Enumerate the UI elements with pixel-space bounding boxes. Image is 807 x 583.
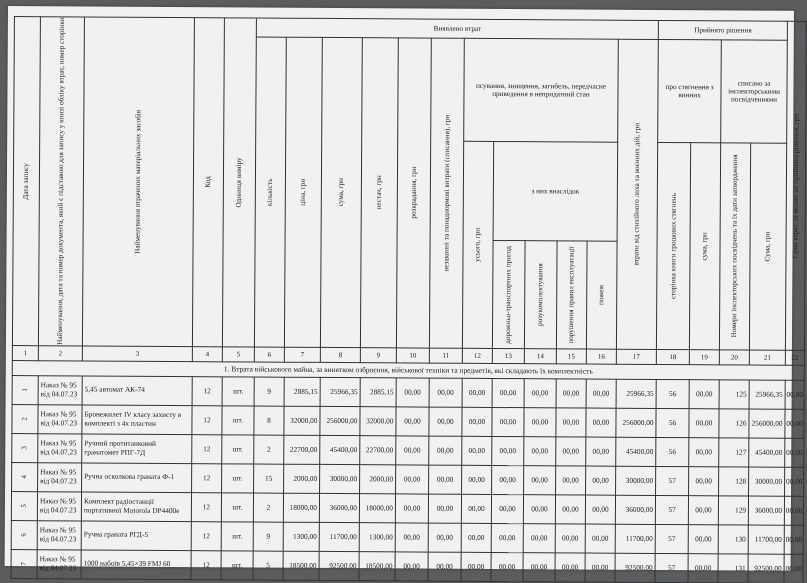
rule-violation-cell: 00,00 xyxy=(556,465,586,494)
column-number: 7 xyxy=(284,347,320,362)
header-damage-total: усього, грн xyxy=(462,142,493,348)
document-cell: Наказ № 95 від 04.07.23 xyxy=(38,462,82,491)
cert-number-cell: 128 xyxy=(719,466,749,495)
document-cell: Наказ № 95 від 04.07.23 xyxy=(37,520,81,549)
header-code: Код xyxy=(192,18,224,347)
illegal-cell: 00,00 xyxy=(429,407,462,436)
recovery-sum-cell: 00,00 xyxy=(689,466,719,495)
column-number: 12 xyxy=(462,348,492,363)
traffic-accident-cell: 00,00 xyxy=(491,523,523,552)
decomplectation-cell: 00,00 xyxy=(523,523,555,552)
rule-violation-cell: 00,00 xyxy=(555,552,585,581)
war-loss-cell: 45400,00 xyxy=(616,437,656,466)
header-quantity: кількість xyxy=(254,37,286,347)
price-cell: 1300,00 xyxy=(283,522,319,551)
price-cell: 18000,00 xyxy=(283,493,319,522)
damage-total-cell: 00,00 xyxy=(461,494,491,523)
document-cell: Наказ № 95 від 04.07.23 xyxy=(38,433,82,462)
decomplectation-cell: 00,00 xyxy=(524,465,556,494)
price-cell: 22700,00 xyxy=(284,435,320,464)
seq-cell: 1 xyxy=(12,375,38,404)
item-name-cell: Бронежилет IV класу захисту в комплекті з 4х пластин xyxy=(82,404,192,434)
theft-cell: 00,00 xyxy=(395,493,428,522)
sum-cell: 25966,35 xyxy=(320,377,360,406)
damage-total-cell: 00,00 xyxy=(462,436,492,465)
sum-cell: 256000,00 xyxy=(320,406,360,435)
theft-cell: 00,00 xyxy=(395,522,428,551)
decomplectation-cell: 00,00 xyxy=(524,378,556,407)
damage-total-cell: 00,00 xyxy=(462,465,492,494)
column-number: 14 xyxy=(524,348,556,363)
item-name-cell: 5,45 автомат АК-74 xyxy=(82,375,192,405)
header-undecided-sum: Сума втрат, за якими не прийнято рішення, грн xyxy=(786,21,807,350)
header-row-1 xyxy=(14,17,806,41)
column-number: 11 xyxy=(429,348,462,363)
sum-cell: 30000,00 xyxy=(320,464,360,493)
header-recovery-group: про стягнення з винних xyxy=(658,39,722,143)
undecided-cell: 00,00 xyxy=(784,496,803,525)
recovery-sum-cell: 00,00 xyxy=(689,408,719,437)
item-name-cell: Ручна осколкова граната Ф-1 xyxy=(82,462,192,492)
sum-cell: 45400,00 xyxy=(320,435,360,464)
document-sheet xyxy=(5,6,803,573)
header-theft: розкрадання, грн xyxy=(396,38,431,348)
seq-cell: 5 xyxy=(11,491,37,520)
rule-violation-cell: 00,00 xyxy=(556,407,586,436)
rule-violation-cell: 00,00 xyxy=(556,378,586,407)
header-consequence-group: з них внаслідок xyxy=(493,142,618,242)
war-loss-cell: 11700,00 xyxy=(615,524,655,553)
column-number: 10 xyxy=(396,347,429,362)
fire-cell: 00,00 xyxy=(586,379,616,408)
header-writeoff-group: списано за інспекторськими посвідченнями xyxy=(721,40,788,144)
column-number: 13 xyxy=(492,348,524,363)
shortage-cell: 18000,00 xyxy=(359,493,395,522)
code-cell: 12 xyxy=(192,463,222,492)
column-number: 17 xyxy=(616,349,656,364)
damage-total-cell: 00,00 xyxy=(461,552,491,581)
column-number: 22 xyxy=(785,350,804,365)
recovery-page-cell: 56 xyxy=(656,379,689,408)
illegal-cell: 00,00 xyxy=(429,436,462,465)
recovery-page-cell: 56 xyxy=(656,408,689,437)
rule-violation-cell: 00,00 xyxy=(555,523,585,552)
header-price: ціна, грн xyxy=(284,37,322,347)
decomplectation-cell: 00,00 xyxy=(523,552,555,581)
illegal-cell: 00,00 xyxy=(428,552,461,581)
undecided-cell: 00,00 xyxy=(785,467,804,496)
illegal-cell: 00,00 xyxy=(429,465,462,494)
column-number: 9 xyxy=(360,347,396,362)
header-illegal-writeoff: незаконні та понаднормові витрати (списання), грн xyxy=(429,38,464,348)
header-writeoff-sum: Сума, грн xyxy=(749,143,786,349)
shortage-cell: 22700,00 xyxy=(360,435,396,464)
writeoff-sum-cell: 36000,00 xyxy=(748,496,784,525)
column-number: 15 xyxy=(556,348,586,363)
seq-cell: 4 xyxy=(12,462,38,491)
seq-cell: 2 xyxy=(12,404,38,433)
recovery-sum-cell: 00,00 xyxy=(689,437,719,466)
cert-number-cell: 131 xyxy=(718,553,748,582)
damage-total-cell: 00,00 xyxy=(461,523,491,552)
header-document: Найменування, дата та номер документа, який є підставою для запису у книзі обліку втрат, номер сторінки xyxy=(38,17,84,346)
seq-cell: 7 xyxy=(11,549,37,578)
theft-cell: 00,00 xyxy=(396,406,429,435)
quantity-cell: 2 xyxy=(254,435,284,464)
war-loss-cell: 25966,35 xyxy=(616,379,656,408)
code-cell: 12 xyxy=(192,376,222,405)
sum-cell: 36000,00 xyxy=(319,493,359,522)
undecided-cell: 00,00 xyxy=(784,525,803,554)
decomplectation-cell: 00,00 xyxy=(524,436,556,465)
column-number: 6 xyxy=(254,347,284,362)
column-number: 2 xyxy=(38,345,82,360)
undecided-cell: 00,00 xyxy=(785,380,804,409)
sum-cell: 92500,00 xyxy=(319,551,359,580)
fire-cell: 00,00 xyxy=(585,553,615,582)
recovery-sum-cell: 00,00 xyxy=(689,379,719,408)
quantity-cell: 9 xyxy=(253,522,283,551)
traffic-accident-cell: 00,00 xyxy=(492,378,524,407)
unit-cell: шт. xyxy=(221,550,253,579)
shortage-cell: 2000,00 xyxy=(360,464,396,493)
price-cell: 18500,00 xyxy=(283,551,319,580)
header-war-losses: втрати від стихійного лиха та воєнних дій, грн xyxy=(616,39,658,349)
undecided-cell: 00,00 xyxy=(784,554,803,583)
unit-cell: шт. xyxy=(221,521,253,550)
header-damage-group: псування, знищення, загибель, передчасне приведення в непридатний стан xyxy=(464,38,619,142)
traffic-accident-cell: 00,00 xyxy=(492,465,524,494)
rule-violation-cell: 00,00 xyxy=(555,494,585,523)
column-number: 16 xyxy=(586,349,616,364)
header-date: Дата запису xyxy=(12,17,40,346)
theft-cell: 00,00 xyxy=(395,551,428,580)
recovery-page-cell: 56 xyxy=(656,437,689,466)
cert-number-cell: 127 xyxy=(719,437,749,466)
unit-cell: шт. xyxy=(222,434,254,463)
recovery-sum-cell: 00,00 xyxy=(688,495,718,524)
war-loss-cell: 92500,00 xyxy=(615,553,655,582)
undecided-cell: 00,00 xyxy=(785,409,804,438)
theft-cell: 00,00 xyxy=(396,435,429,464)
code-cell: 12 xyxy=(192,405,222,434)
cert-number-cell: 130 xyxy=(718,524,748,553)
fire-cell: 00,00 xyxy=(586,408,616,437)
undecided-cell: 00,00 xyxy=(785,438,804,467)
decomplectation-cell: 00,00 xyxy=(523,494,555,523)
damage-total-cell: 00,00 xyxy=(462,378,492,407)
header-traffic-accidents: дорожньо-транспортних пригод xyxy=(492,241,525,348)
header-decision: Прийнято рішення xyxy=(658,20,787,40)
document-cell: Наказ № 95 від 04.07.23 xyxy=(37,491,81,520)
rule-violation-cell: 00,00 xyxy=(556,436,586,465)
recovery-page-cell: 57 xyxy=(655,495,688,524)
recovery-sum-cell: 00,00 xyxy=(688,524,718,553)
column-number: 1 xyxy=(12,345,38,360)
column-number: 19 xyxy=(689,349,719,364)
header-rule-violation: порушення правил експлуатації xyxy=(556,241,587,348)
code-cell: 12 xyxy=(192,434,222,463)
price-cell: 2885,15 xyxy=(284,377,320,406)
traffic-accident-cell: 00,00 xyxy=(492,407,524,436)
item-name-cell: Комплект радіостанції портативної Motorola DP4400e xyxy=(81,491,191,521)
header-detected-losses: Виявлено втрат xyxy=(256,18,658,39)
traffic-accident-cell: 00,00 xyxy=(491,552,523,581)
illegal-cell: 00,00 xyxy=(428,523,461,552)
recovery-page-cell: 57 xyxy=(656,466,689,495)
cert-number-cell: 126 xyxy=(719,408,749,437)
writeoff-sum-cell: 92500,00 xyxy=(748,554,784,583)
cert-number-cell: 129 xyxy=(718,495,748,524)
fire-cell: 00,00 xyxy=(585,524,615,553)
quantity-cell: 15 xyxy=(254,464,284,493)
illegal-cell: 00,00 xyxy=(428,494,461,523)
seq-cell: 6 xyxy=(11,520,37,549)
header-recovery-sum: сума, грн xyxy=(689,143,720,349)
fire-cell: 00,00 xyxy=(585,495,615,524)
decomplectation-cell: 00,00 xyxy=(524,407,556,436)
cert-number-cell: 125 xyxy=(719,379,749,408)
code-cell: 12 xyxy=(191,521,221,550)
column-number: 3 xyxy=(82,345,192,361)
theft-cell: 00,00 xyxy=(396,377,429,406)
document-cell: Наказ № 95 від 04.07.23 xyxy=(38,375,82,404)
header-sum: сума, грн xyxy=(320,37,362,347)
war-loss-cell: 30000,00 xyxy=(616,466,656,495)
header-cert-numbers: Номери інспекторських посвідчень та їх дати затвердження xyxy=(719,143,750,349)
traffic-accident-cell: 00,00 xyxy=(491,494,523,523)
loss-register-table xyxy=(11,16,807,583)
quantity-cell: 2 xyxy=(253,493,283,522)
recovery-page-cell: 57 xyxy=(655,524,688,553)
illegal-cell: 00,00 xyxy=(429,378,462,407)
column-number: 21 xyxy=(749,350,785,365)
header-shortage: нестач, грн xyxy=(360,38,398,348)
damage-total-cell: 00,00 xyxy=(462,407,492,436)
shortage-cell: 1300,00 xyxy=(359,522,395,551)
unit-cell: шт. xyxy=(222,405,254,434)
traffic-accident-cell: 00,00 xyxy=(492,436,524,465)
writeoff-sum-cell: 30000,00 xyxy=(749,467,785,496)
document-cell: Наказ № 95 від 04.07.23 xyxy=(37,549,81,578)
item-name-cell: Ручна граната РГД-5 xyxy=(81,520,191,550)
unit-cell: шт. xyxy=(221,492,253,521)
seq-cell: 3 xyxy=(12,433,38,462)
header-unit: Одиниця виміру xyxy=(222,18,256,347)
recovery-page-cell: 57 xyxy=(655,553,688,582)
theft-cell: 00,00 xyxy=(396,464,429,493)
header-recovery-page: сторінка книги грошових стягнень xyxy=(656,143,690,349)
data-rows xyxy=(11,375,804,583)
writeoff-sum-cell: 11700,00 xyxy=(748,525,784,554)
price-cell: 2000,00 xyxy=(284,464,320,493)
unit-cell: шт. xyxy=(222,463,254,492)
price-cell: 32000,00 xyxy=(284,406,320,435)
fire-cell: 00,00 xyxy=(586,437,616,466)
war-loss-cell: 36000,00 xyxy=(615,495,655,524)
war-loss-cell: 256000,00 xyxy=(616,408,656,437)
code-cell: 12 xyxy=(191,492,221,521)
shortage-cell: 32000,00 xyxy=(360,406,396,435)
shortage-cell: 18500,00 xyxy=(359,551,395,580)
column-number: 8 xyxy=(320,347,360,362)
item-name-cell: 1000 набоїв 5,45×39 FMJ 60 xyxy=(81,549,191,579)
unit-cell: шт. xyxy=(222,376,254,405)
column-number: 5 xyxy=(222,346,254,361)
recovery-sum-cell: 00,00 xyxy=(688,553,718,582)
column-number: 18 xyxy=(656,349,689,364)
header-decomplectation: розукомплектування xyxy=(524,241,557,348)
writeoff-sum-cell: 25966,35 xyxy=(749,380,785,409)
header-item-name: Найменування втрачених матеріальних засобів xyxy=(82,17,194,346)
sum-cell: 11700,00 xyxy=(319,522,359,551)
item-name-cell: Ручний протитанковий гранатомет РПГ-7Д xyxy=(82,433,192,463)
writeoff-sum-cell: 45400,00 xyxy=(749,438,785,467)
quantity-cell: 9 xyxy=(254,377,284,406)
writeoff-sum-cell: 256000,00 xyxy=(749,409,785,438)
column-number: 20 xyxy=(719,349,749,364)
document-cell: Наказ № 95 від 04.07.23 xyxy=(38,404,82,433)
code-cell: 12 xyxy=(191,550,221,579)
quantity-cell: 5 xyxy=(253,551,283,580)
shortage-cell: 2885,15 xyxy=(360,377,396,406)
quantity-cell: 8 xyxy=(254,406,284,435)
section-title: 1. Втрата військового майна, за винятком озброєння, військової техніки та предметів, які складають їх комплектність xyxy=(12,360,804,380)
table-row xyxy=(11,549,803,583)
column-number: 4 xyxy=(192,346,222,361)
fire-cell: 00,00 xyxy=(586,466,616,495)
header-fires: пожеж xyxy=(586,241,617,348)
